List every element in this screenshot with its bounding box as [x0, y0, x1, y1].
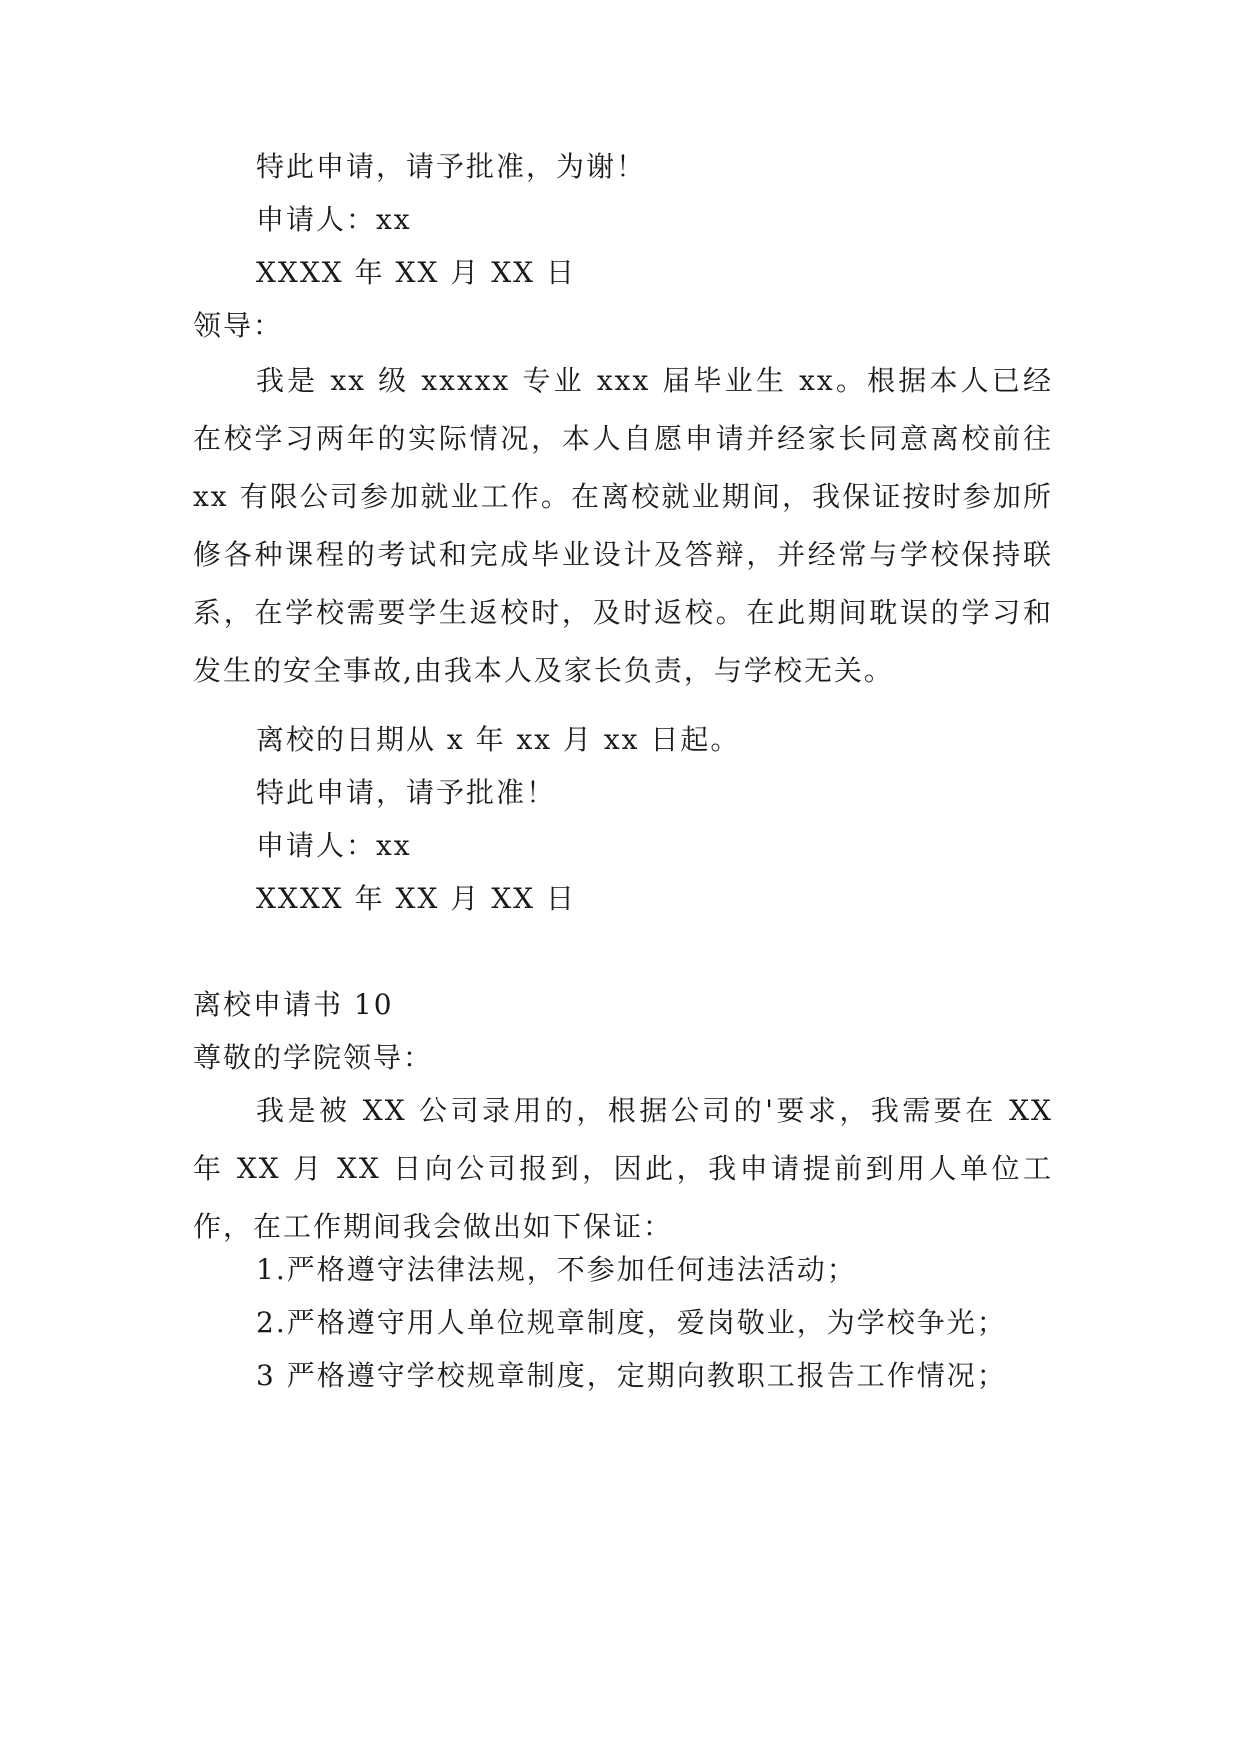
closing-line: 特此申请，请予批准，为谢！: [256, 150, 647, 183]
body-paragraph: 我是被 XX 公司录用的，根据公司的'要求，我需要在 XX 年 XX 月 XX 日向公司报到，因此，我申请提前到用人单位工作，在工作期间我会做出如下保证：: [193, 1094, 1053, 1243]
leave-date-line: 离校的日期从 x 年 xx 月 xx 日起。: [256, 723, 741, 756]
section-title: 离校申请书 10: [193, 988, 394, 1021]
date-line: XXXX 年 XX 月 XX 日: [256, 256, 576, 289]
list-item: 1.严格遵守法律法规，不参加任何违法活动；: [256, 1253, 857, 1286]
applicant-line: 申请人：xx: [256, 829, 412, 862]
salutation: 领导：: [193, 309, 284, 342]
body-paragraph: 我是 xx 级 xxxxx 专业 xxx 届毕业生 xx。根据本人已经在校学习两年的实际情况，本人自愿申请并经家长同意离校前往 xx 有限公司参加就业工作。在离校就业期间，我保证按时参加所修各种课程的考试和完成毕业设计及答辩，并经常与学校保持联系，在学校需要学生返校时，及时返校。在此期间耽误的学习和发生的安全事故,由我本人及家长负责，与学校无关。: [193, 364, 1053, 687]
list-item: 2.严格遵守用人单位规章制度，爱岗敬业，为学校争光；: [256, 1306, 1007, 1339]
applicant-line: 申请人：xx: [256, 203, 412, 236]
list-item: 3 严格遵守学校规章制度，定期向教职工报告工作情况；: [256, 1359, 1007, 1392]
date-line: XXXX 年 XX 月 XX 日: [256, 882, 576, 915]
closing-line: 特此申请，请予批准！: [256, 776, 557, 809]
salutation: 尊敬的学院领导：: [193, 1041, 434, 1074]
